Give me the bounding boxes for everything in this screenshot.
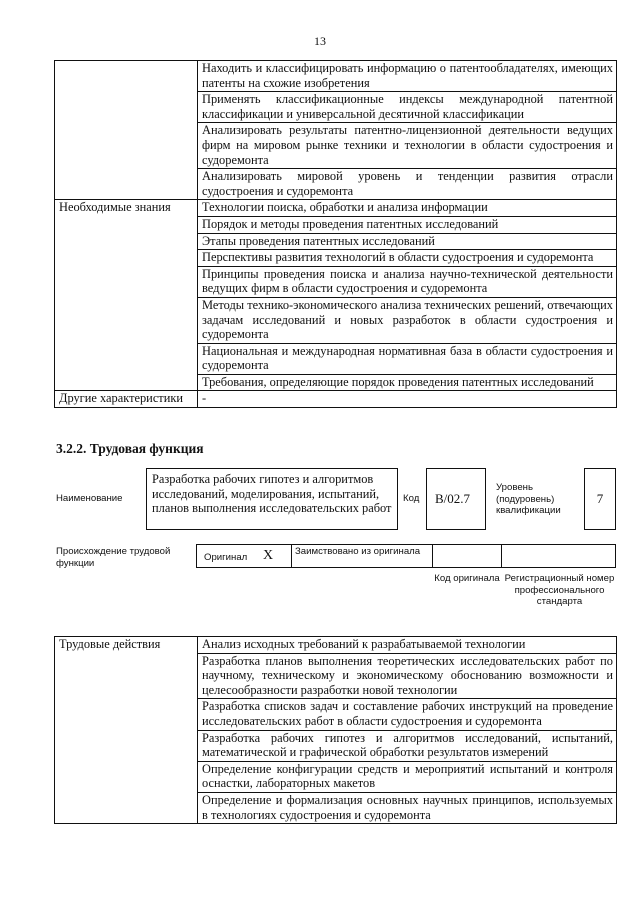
knowledge-item: Технологии поиска, обработки и анализа информации bbox=[198, 200, 617, 217]
labor-actions-table bbox=[54, 636, 617, 824]
skill-item: Анализировать мировой уровень и тенденции развития отрасли судостроения и судоремонта bbox=[198, 169, 617, 200]
original-code-caption: Код оригинала bbox=[434, 573, 500, 584]
skills-knowledge-table bbox=[54, 60, 617, 408]
knowledge-item: Перспективы развития технологий в области судостроения и судоремонта bbox=[198, 250, 617, 267]
section-heading: 3.2.2. Трудовая функция bbox=[56, 441, 204, 456]
code-value-box: В/02.7 bbox=[426, 468, 486, 530]
skill-item: Находить и классифицировать информацию о патентообладателях, имеющих патенты на схожие изобретения bbox=[198, 61, 617, 92]
row-label bbox=[55, 61, 198, 200]
knowledge-item: Порядок и методы проведения патентных исследований bbox=[198, 216, 617, 233]
action-item: Разработка планов выполнения теоретических исследовательских работ по научному, техническому и экономическому обоснованию возможности и целесообразности разработки новой технологии bbox=[198, 653, 617, 699]
registration-number-caption: Регистрационный номер профессионального стандарта bbox=[504, 573, 615, 607]
row-label-knowledge: Необходимые знания bbox=[55, 200, 198, 391]
origin-label: Происхождение трудовой функции bbox=[56, 546, 171, 569]
original-label: Оригинал bbox=[204, 552, 248, 563]
action-item: Определение и формализация основных научных принципов, используемых в технологиях судостроения и судоремонта bbox=[198, 792, 617, 823]
knowledge-item: Требования, определяющие порядок проведения патентных исследований bbox=[198, 374, 617, 391]
action-item: Разработка рабочих гипотез и алгоритмов исследований, испытаний, математической и графической обработки результатов измерений bbox=[198, 730, 617, 761]
table-row bbox=[55, 637, 617, 654]
level-value-box: 7 bbox=[584, 468, 616, 530]
original-mark: Х bbox=[263, 548, 274, 563]
skill-item: Применять классификационные индексы международной патентной классификации и универсальной десятичной классификации bbox=[198, 92, 617, 123]
knowledge-item: Национальная и международная нормативная база в области судостроения и судоремонта bbox=[198, 343, 617, 374]
row-label-actions: Трудовые действия bbox=[55, 637, 198, 824]
name-label: Наименование bbox=[56, 493, 123, 504]
action-item: Определение конфигурации средств и мероприятий испытаний и контроля оснастки, лабораторных макетов bbox=[198, 761, 617, 792]
code-label: Код bbox=[403, 493, 420, 504]
skill-item: Анализировать результаты патентно-лицензионной деятельности ведущих фирм на мировом рынке техники и технологии в области судостроения и судоремонта bbox=[198, 123, 617, 169]
function-name-box: Разработка рабочих гипотез и алгоритмов исследований, моделирования, испытаний, планов выполнения исследовательских работ bbox=[146, 468, 398, 530]
page-number: 13 bbox=[314, 34, 326, 48]
knowledge-item: Принципы проведения поиска и анализа научно-технической деятельности ведущих фирм в области судостроения и судоремонта bbox=[198, 266, 617, 297]
action-item: Разработка списков задач и составление рабочих инструкций на проведение исследовательских работ в области судостроения и судоремонта bbox=[198, 699, 617, 730]
table-row bbox=[55, 391, 617, 408]
knowledge-item: Этапы проведения патентных исследований bbox=[198, 233, 617, 250]
other-item: - bbox=[198, 391, 617, 408]
borrowed-box: Заимствовано из оригинала bbox=[291, 544, 433, 568]
action-item: Анализ исходных требований к разрабатываемой технологии bbox=[198, 637, 617, 654]
knowledge-item: Методы технико-экономического анализа технических решений, отвечающих задачам исследований и новых разработок в области судостроения и судоремонта bbox=[198, 297, 617, 343]
row-label-other: Другие характеристики bbox=[55, 391, 198, 408]
level-label: Уровень (подуровень) квалификации bbox=[496, 482, 561, 516]
table-row bbox=[55, 61, 617, 92]
table-row bbox=[55, 200, 617, 217]
registration-number-box bbox=[501, 544, 616, 568]
original-code-box bbox=[432, 544, 502, 568]
